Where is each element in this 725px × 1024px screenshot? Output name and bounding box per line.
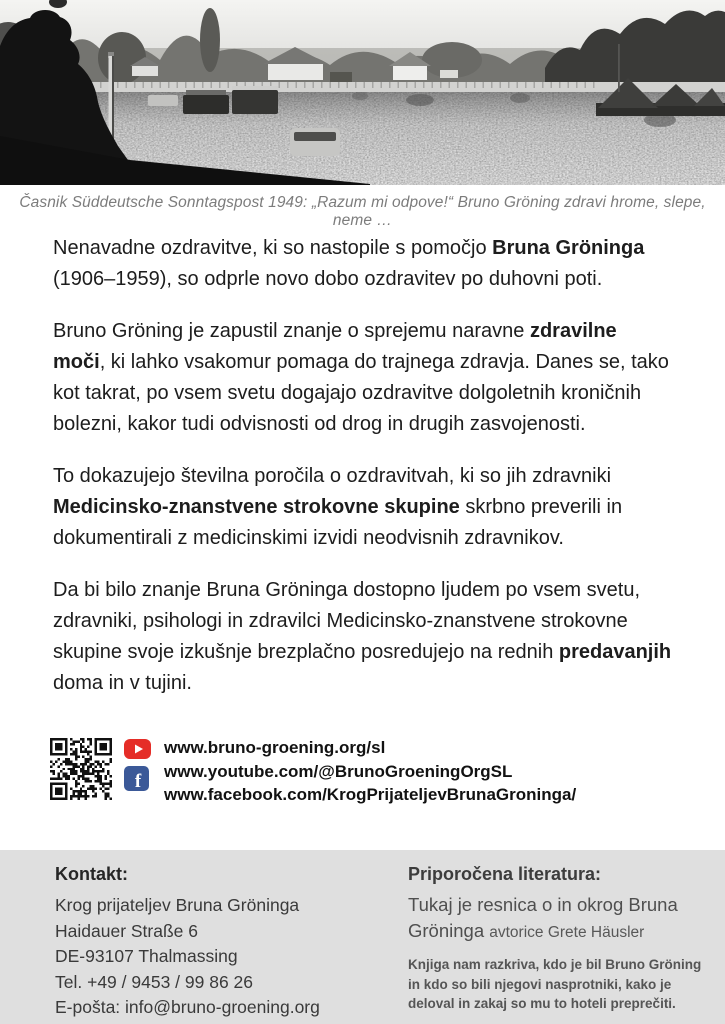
contact-line-email: E-pošta: info@bruno-groening.org xyxy=(55,997,320,1017)
facebook-icon[interactable] xyxy=(124,766,149,791)
svg-text:f: f xyxy=(134,771,142,791)
literature-block xyxy=(408,864,708,1014)
crowd-photo xyxy=(0,0,725,185)
footer xyxy=(0,850,725,1024)
links-section xyxy=(50,735,576,807)
contact-block xyxy=(55,864,320,1021)
website-link[interactable]: www.bruno-groening.org/sl xyxy=(164,738,386,757)
crowd-photo-art xyxy=(0,0,725,185)
qr-code xyxy=(50,738,112,800)
facebook-link[interactable]: www.facebook.com/KrogPrijateljevBrunaGroninga/ xyxy=(164,785,577,804)
paragraph-1: Nenavadne ozdravitve, ki so nastopile s pomočjo Bruna Gröninga (1906–1959), so odprle novo dobo ozdravitev po duhovni poti. xyxy=(53,237,645,290)
literature-heading: Priporočena literatura: xyxy=(408,864,602,884)
contact-line-phone: Tel. +49 / 9453 / 99 86 26 xyxy=(55,971,254,992)
book-title-line xyxy=(408,892,708,946)
paragraph-4: Da bi bilo znanje Bruna Gröninga dostopno ljudem po vsem svetu, zdravniki, psihologi in zdravilci Medicinsko-znanstvene strokovne skupine svoje izkušnje brezplačno posredujejo na rednih predavanjih doma in v tujini. xyxy=(53,579,672,694)
url-list xyxy=(164,736,576,807)
paragraph-3: To dokazujejo številna poročila o ozdravitvah, ki so jih zdravniki Medicinsko-znanstvene strokovne skupine skrbno preverili in dokumentirali z medicinskimi izvidi neodvisnih zdravnikov. xyxy=(53,465,623,549)
contact-line-org: Krog prijateljev Bruna Gröninga xyxy=(55,895,300,915)
book-description: Knjiga nam razkriva, kdo je bil Bruno Gröning in kdo so bili njegovi nasprotniki, kako je deloval in zakaj so mu to hoteli preprečiti. xyxy=(408,957,702,1011)
youtube-icon[interactable] xyxy=(124,739,151,759)
paragraph-2: Bruno Gröning je zapustil znanje o sprejemu naravne zdravilne moči, ki lahko vsakomur pomaga do trajnega zdravja. Danes se, tako kot takrat, po vsem svetu dogajajo ozdravitve dolgoletnih kroničnih bolezni, kakor tudi odvisnosti od drog in drugih zasvojenosti. xyxy=(53,320,669,435)
photo-caption: Časnik Süddeutsche Sonntagspost 1949: „Razum mi odpove!“ Bruno Gröning zdravi hrome, slepe, neme … xyxy=(19,194,706,229)
social-icons xyxy=(124,739,151,791)
contact-line-street: Haidauer Straße 6 xyxy=(55,920,198,941)
youtube-link[interactable]: www.youtube.com/@BrunoGroeningOrgSL xyxy=(164,761,513,781)
article xyxy=(53,233,673,720)
book-title: Tukaj je resnica o in okrog Bruna Gröninga xyxy=(408,894,678,941)
contact-line-city: DE-93107 Thalmassing xyxy=(55,946,238,966)
contact-heading: Kontakt: xyxy=(55,864,128,884)
book-author: avtorice Grete Häusler xyxy=(489,924,645,941)
